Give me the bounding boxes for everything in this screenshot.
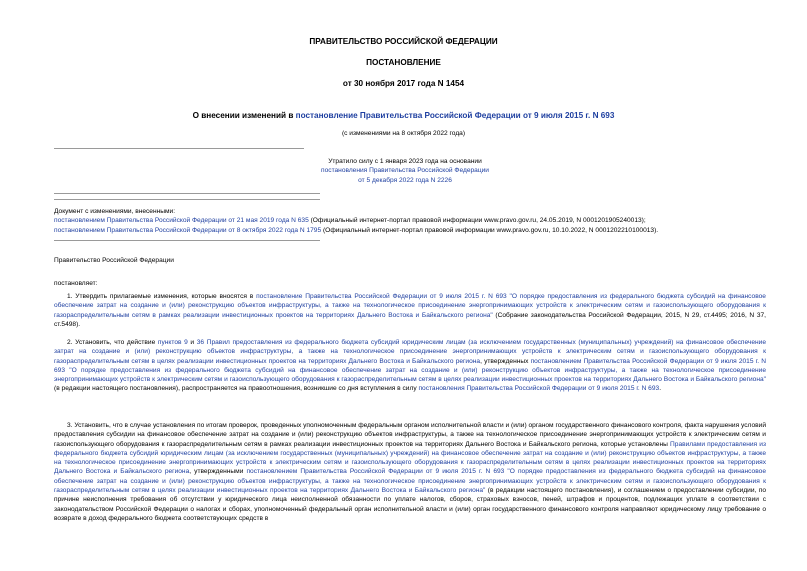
title-prefix: О внесении изменений в <box>192 111 296 120</box>
paragraph-text: 2. Установить, что действие <box>67 339 158 346</box>
amendment-source: (Официальный интернет-портал правовой информации www.pravo.gov.ru, 24.05.2019, N 0001201905240013); <box>308 217 646 225</box>
amendments-block <box>54 207 784 235</box>
paragraph-text: 1. Утвердить прилагаемые изменения, которые вносятся в <box>67 293 257 300</box>
divider <box>54 148 304 149</box>
paragraph-link[interactable]: Правилами предоставления из федерального бюджета субсидий юридическим лицам (за исключением государственных (муниципальных) учреждений) на финансовое обеспечение затрат на создание и (или) реконструкцию объектов инфраструктуры, а также на технологическое присоединение энергопринимающих устройств к электрическим сетям и газоиспользующего оборудования к газораспределительным сетям в целях реализации инвестиционных проектов на территориях Дальнего Востока и Байкальского региона <box>54 440 767 476</box>
paragraph-1 <box>54 292 766 329</box>
divider <box>54 240 320 241</box>
paragraph-text: , утвержденными <box>189 468 247 476</box>
paragraph-link[interactable]: пунктов 9 <box>157 339 188 346</box>
document-type: ПОСТАНОВЛЕНИЕ <box>366 58 441 67</box>
issuer: Правительство Российской Федерации <box>54 257 174 264</box>
document-date-number: от 30 ноября 2017 года N 1454 <box>342 79 465 88</box>
paragraph-link[interactable]: постановлением Правительства Российской Федерации от 9 июля 2015 г. N 693 "О порядке предоставления из федерального бюджета субсидий на финансовое обеспечение затрат на создание и (или) реконструкцию объектов инфраструктуры, а также на технологическое присоединение энергопринимающих устройств к электрическим сетям и газоиспользующего оборудования к газораспределительным сетям в целях реализации инвестиционных проектов на территориях Дальнего Востока и Байкальского региона" <box>54 468 766 495</box>
paragraph-text: 3. Установить, что в случае установления по итогам проверок, проведенных уполномоченным федеральным органом исполнительной власти и (или) органом государственного финансового контроля, факта нарушения условий предоставления субсидии на финансовое обеспечение затрат на создание и (или) реконструкцию объектов инфраструктуры, а также на технологическое присоединение энергопринимающих устройств к электрическим сетям и газоиспользующего оборудования к газораспределительным сетям в рамках реализации инвестиционных проектов на территориях Дальнего Востока и Байкальского региона, которые установлены <box>54 422 766 448</box>
paragraph-text: (в редакции настоящего постановления), и соглашением о предоставлении субсидии, по причине неисполнения требования об отсутствии у юридического лица неисполненной обязанности по уплате налогов, сборов, страховых взносов, пеней, штрафов и процентов, подлежащих уплате в соответствии с законодательством Российской Федерации о налогах и сборах, уполномоченный федеральный орган исполнительной власти и (или) орган государственного финансового контроля направляют юридическому лицу требование о возврате в доход федерального бюджета соответствующих средств в <box>54 487 766 522</box>
paragraph-text: (Собрание законодательства Российской Федерации, 2015, N 29, ст.4495; 2016, N 37, ст.5498). <box>54 311 766 328</box>
expiry-note <box>260 157 550 185</box>
document-title <box>0 111 807 120</box>
paragraph-link[interactable]: постановлением Правительства Российской Федерации от 9 июля 2015 г. N 693 "О порядке предоставления из федерального бюджета субсидий на финансовое обеспечение затрат на создание и (или) реконструкцию объектов инфраструктуры, а также на технологическое присоединение энергопринимающих устройств к электрическим сетям и газоиспользующего оборудования к газораспределительным сетям в целях реализации инвестиционных проектов на территориях Дальнего Востока и Байкальского региона" <box>54 357 766 384</box>
divider <box>54 193 320 194</box>
divider <box>54 199 320 200</box>
paragraph-link[interactable]: постановление Правительства Российской Федерации от 9 июля 2015 г. N 693 "О порядке предоставления из федерального бюджета субсидий на финансовое обеспечение затрат на создание и (или) реконструкцию объектов инфраструктуры, а также на технологическое присоединение энергопринимающих устройств к электрическим сетям и газоиспользующего оборудования к газораспределительным сетям в рамках реализации инвестиционных проектов на территориях Дальнего Востока и Байкальского региона" <box>54 293 766 319</box>
amendment-item <box>54 226 784 235</box>
paragraph-link[interactable]: 36 Правил предоставления из федерального бюджета субсидий юридическим лицам (за исключением государственных (муниципальных) учреждений) на финансовое обеспечение затрат на создание и (или) реконструкцию объектов инфраструктуры, а также на технологическое присоединение энергопринимающих устройств к электрическим сетям и газоиспользующего оборудования к газораспределительным сетям в целях реализации инвестиционных проектов на территориях Дальнего Востока и Байкальского региона <box>54 339 766 365</box>
amendment-link[interactable]: постановлением Правительства Российской Федерации от 8 октября 2022 года N 1795 <box>54 226 322 234</box>
amendment-source: (Официальный интернет-портал правовой информации www.pravo.gov.ru, 10.10.2022, N 0001202210100013). <box>321 226 659 234</box>
amendment-item <box>54 216 784 225</box>
government-heading: ПРАВИТЕЛЬСТВО РОССИЙСКОЙ ФЕДЕРАЦИИ <box>309 37 498 46</box>
expiry-line-1: Утратило силу с 1 января 2023 года на основании <box>328 158 482 165</box>
paragraph-text: и <box>187 339 197 346</box>
paragraph-link[interactable]: постановления Правительства Российской Федерации от 9 июля 2015 г. N 693 <box>418 385 660 393</box>
paragraph-text: (в редакции настоящего постановления), распространяется на правоотношения, возникшие со дня вступления в силу <box>54 385 419 393</box>
decrees-line: постановляет: <box>54 280 98 287</box>
expiry-link-line-3[interactable]: от 5 декабря 2022 года N 2226 <box>358 176 452 184</box>
amendment-link[interactable]: постановлением Правительства Российской Федерации от 21 мая 2019 года N 635 <box>54 217 309 225</box>
paragraph-2 <box>54 338 766 394</box>
paragraph-text: . <box>659 385 662 393</box>
amendments-heading: Документ с изменениями, внесенными: <box>54 208 176 215</box>
edition-note: (с изменениями на 8 октября 2022 года) <box>341 130 466 137</box>
title-link[interactable]: постановление Правительства Российской Федерации от 9 июля 2015 г. N 693 <box>295 111 615 120</box>
expiry-link-line-2[interactable]: постановления Правительства Российской Федерации <box>321 167 489 175</box>
paragraph-3 <box>54 421 766 523</box>
paragraph-text: , утвержденных <box>480 357 531 365</box>
